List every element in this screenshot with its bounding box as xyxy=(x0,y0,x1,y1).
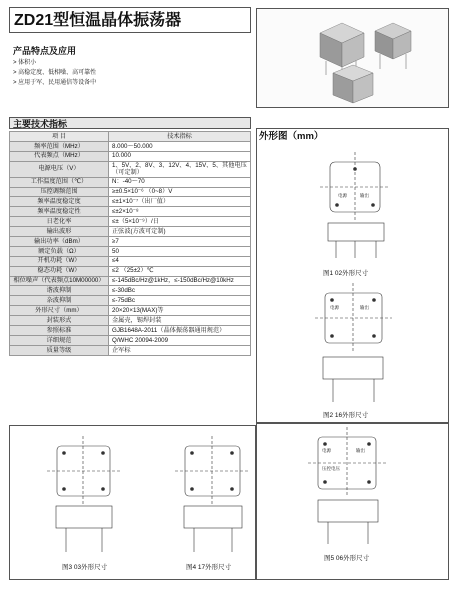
pin-label: 输出 xyxy=(360,193,369,198)
spec-label: 频率范围（MHz） xyxy=(10,141,109,151)
spec-label: 稳态功耗（W） xyxy=(10,266,109,276)
spec-value: GJB1648A-2011（晶体振荡器通用规范） xyxy=(109,326,251,336)
column-header: 技术指标 xyxy=(109,132,251,142)
spec-value: ≥7 xyxy=(109,237,251,247)
spec-value: ≤-75dBc xyxy=(109,296,251,306)
spec-value: ≤±1×10⁻⁷（出厂值） xyxy=(109,197,251,207)
figure-caption: 图4 17外形尺寸 xyxy=(186,564,232,571)
pin-label: 压控电压 xyxy=(322,466,340,471)
spec-label: 频率温度稳定度 xyxy=(10,197,109,207)
pin-label: 输出 xyxy=(356,448,365,453)
spec-label: 谐波抑制 xyxy=(10,286,109,296)
spec-label: 质量等级 xyxy=(10,345,109,355)
spec-label: 代表频点（MHz） xyxy=(10,151,109,161)
spec-value: 10.000 xyxy=(109,151,251,161)
features-heading: 产品特点及应用 xyxy=(13,46,77,56)
spec-label: 压控调频范围 xyxy=(10,187,109,197)
spec-label: 相位噪声（代表频点10M00000） xyxy=(10,276,109,286)
spec-value: ≥±0.5×10⁻⁶ （0~8）V xyxy=(109,187,251,197)
spec-label: 输出功率（dBm） xyxy=(10,237,109,247)
spec-value: ≤-145dBc/Hz@1kHz，≤-150dBc/Hz@10kHz xyxy=(109,276,251,286)
pin-label: 电源 xyxy=(338,193,347,198)
spec-value: N：-40～70 xyxy=(109,177,251,187)
spec-value: 正弦波(方波可定制) xyxy=(109,227,251,237)
spec-label: 封装形式 xyxy=(10,316,109,326)
feature-item: > 体积小 xyxy=(13,60,37,66)
outline-heading: 外形图（mm） xyxy=(259,131,324,142)
spec-value: 8.000～50.000 xyxy=(109,141,251,151)
spec-label: 开机功耗（W） xyxy=(10,256,109,266)
spec-value: 企军标 xyxy=(109,345,251,355)
spec-value: 20×20×13(MAX)等 xyxy=(109,306,251,316)
figure-caption: 图5 06外形尺寸 xyxy=(324,555,370,562)
figure-caption: 图3 03外形尺寸 xyxy=(62,564,108,571)
spec-value: ≤2 （25±2）℃ xyxy=(109,266,251,276)
spec-label: 参照标准 xyxy=(10,326,109,336)
spec-label: 详细规范 xyxy=(10,335,109,345)
spec-label: 日老化率 xyxy=(10,217,109,227)
spec-value: 50 xyxy=(109,246,251,256)
page-title: ZD21型恒温晶体振荡器 xyxy=(9,7,251,33)
feature-item: > 高稳定度、低相噪、高可靠性 xyxy=(13,70,97,76)
spec-label: 杂波抑制 xyxy=(10,296,109,306)
spec-label: 输出波形 xyxy=(10,227,109,237)
pin-label: 电源 xyxy=(322,448,331,453)
spec-value: 金属壳，锡焊封装 xyxy=(109,316,251,326)
spec-label: 频率温度稳定性 xyxy=(10,207,109,217)
spec-value: 1、5V、2、8V、3、12V、4、15V、5、其他电压（可定制） xyxy=(109,161,251,177)
spec-value: Q/WHC 20094-2009 xyxy=(109,335,251,345)
spec-label: 电源电压（V） xyxy=(10,161,109,177)
spec-label: 工作温度范围（℃） xyxy=(10,177,109,187)
specs-heading: 主要技术指标 xyxy=(9,117,251,129)
column-header: 项 目 xyxy=(10,132,109,142)
feature-item: > 应用于军、民用通信等设备中 xyxy=(13,80,97,86)
spec-value: ≤±2×10⁻⁸ xyxy=(109,207,251,217)
figure-caption: 图2 16外形尺寸 xyxy=(323,412,369,419)
spec-label: 额定负载（Ω） xyxy=(10,246,109,256)
spec-value: ≤-30dBc xyxy=(109,286,251,296)
spec-label: 外形尺寸（mm） xyxy=(10,306,109,316)
spec-value: ≤±（5×10⁻⁹）/日 xyxy=(109,217,251,227)
spec-value: ≤4 xyxy=(109,256,251,266)
pin-label: 输出 xyxy=(360,305,369,310)
pin-label: 电源 xyxy=(330,305,339,310)
figure-caption: 图1 02外形尺寸 xyxy=(323,270,369,277)
